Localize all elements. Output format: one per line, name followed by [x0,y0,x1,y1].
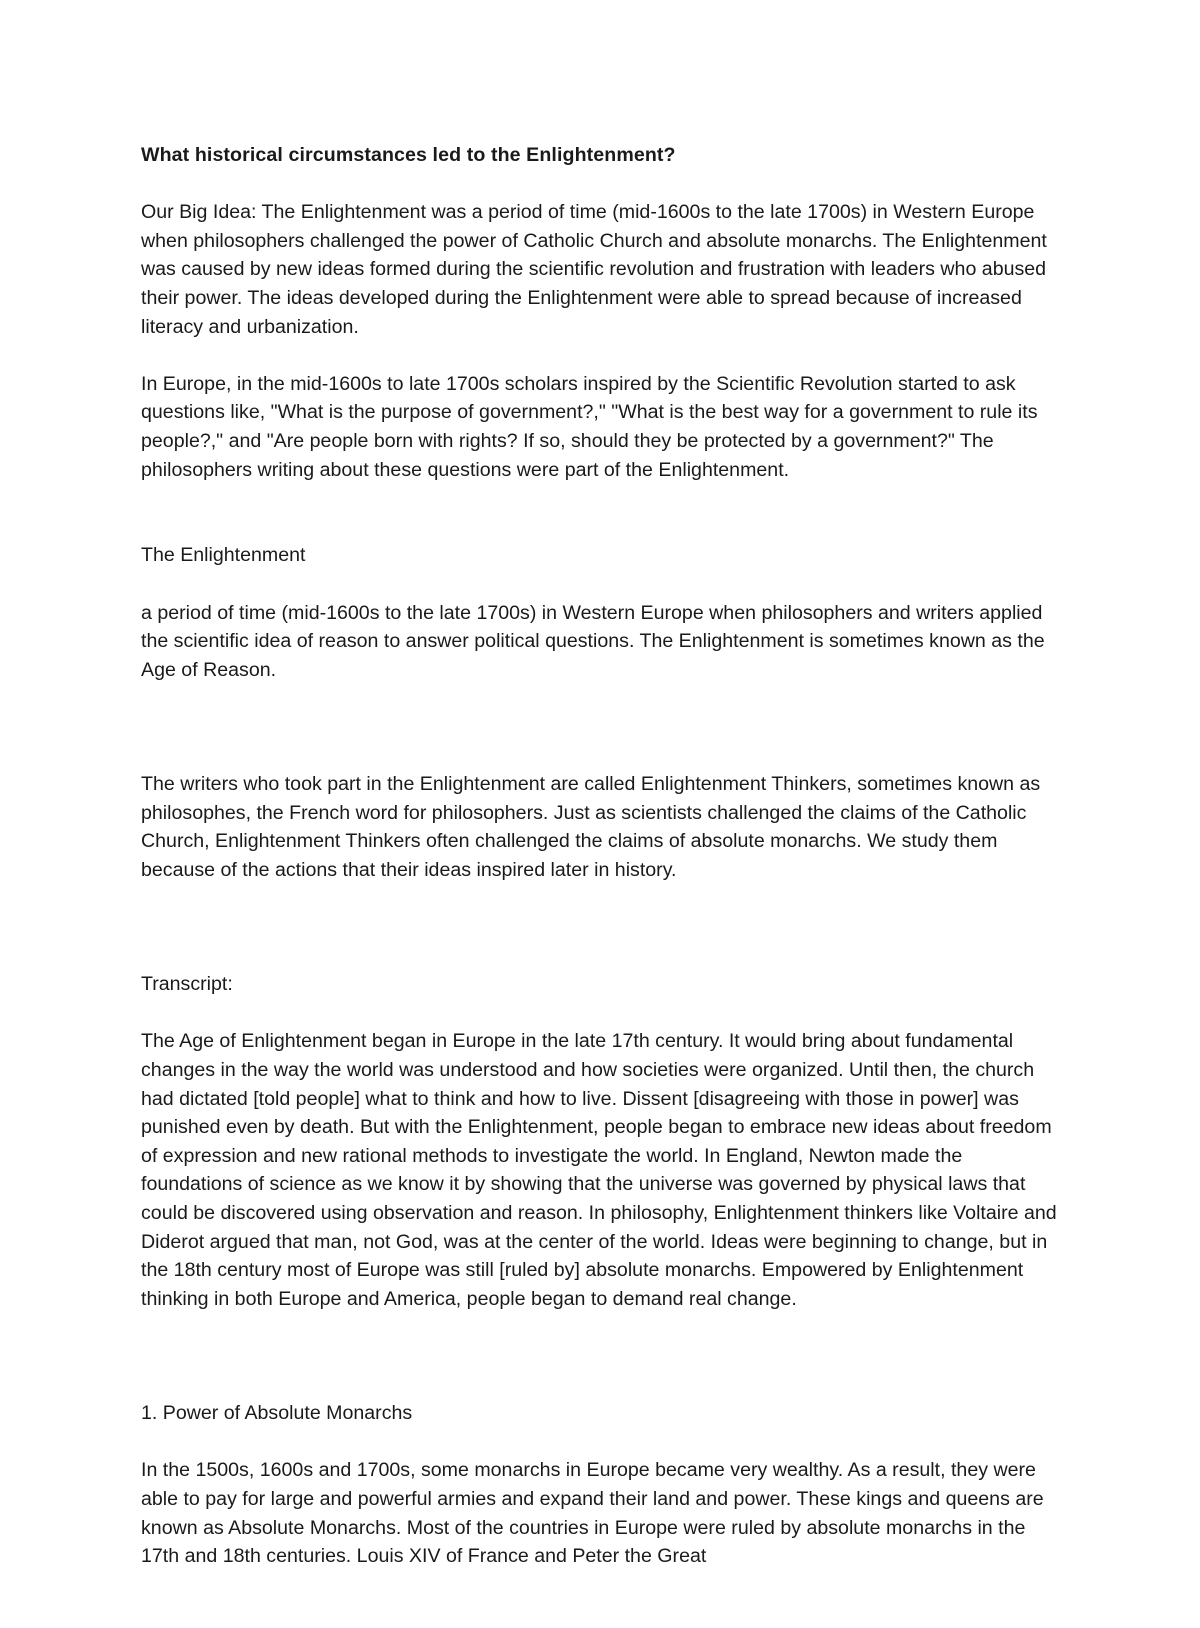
section-heading: 1. Power of Absolute Monarchs [141,1402,413,1425]
transcript-block [141,942,1066,1342]
document-title: What historical circumstances led to the Enlightenment? [141,144,676,166]
transcript-label: Transcript: [141,973,233,996]
section-power-of-absolute-monarchs [141,1371,1066,1600]
definition-term: The Enlightenment [141,544,306,567]
intro-paragraph: In Europe, in the mid-1600s to late 1700s scholars inspired by the Scientific Revolution started to ask questions like, "What is the purpose of government?," "What is the best way for a government to rule its people?," and "Are people born with rights? If so, should they be protected by a government?" The philosophers writing about these questions were part of the Enlightenment. [141,372,1038,481]
big-idea-paragraph: Our Big Idea: The Enlightenment was a period of time (mid-1600s to the late 1700s) in Western Europe when philosophers challenged the power of Catholic Church and absolute monarchs. The Enlightenment was caused by new ideas formed during the scientific revolution and frustration with leaders who abused their power. The ideas developed during the Enlightenment were able to spread because of increased literacy and urbanization. [141,201,1047,338]
thinkers-paragraph: The writers who took part in the Enlightenment are called Enlightenment Thinkers, sometimes known as philosophes, the French word for philosophers. Just as scientists challenged the claims of the Catholic Church, Enlightenment Thinkers often challenged the claims of absolute monarchs. We study them because of the actions that their ideas inspired later in history. [141,773,1041,881]
transcript-text: The Age of Enlightenment began in Europe in the late 17th century. It would bring about fundamental changes in the way the world was understood and how societies were organized. Until then, the church had dictated [told people] what to think and how to live. Dissent [disagreeing with those in power] was punished even by death. But with the Enlightenment, people began to embrace new ideas about freedom of expression and new rational methods to investigate the world. In England, Newton made the foundations of science as we know it by showing that the universe was governed by physical laws that could be discovered using observation and reason. In philosophy, Enlightenment thinkers like Voltaire and Diderot argued that man, not God, was at the center of the world. Ideas were beginning to change, but in the 18th century most of Europe was still [ruled by] absolute monarchs. Empowered by Enlightenment thinking in both Europe and America, people began to demand real change. [141,1030,1057,1310]
definition-text: a period of time (mid-1600s to the late 1700s) in Western Europe when philosophers and writers applied the scientific idea of reason to answer political questions. The Enlightenment is sometimes known as the Age of Reason. [141,601,1045,681]
document-body [141,141,1066,1628]
section-text: In the 1500s, 1600s and 1700s, some monarchs in Europe became very wealthy. As a result, they were able to pay for large and powerful armies and expand their land and power. These kings and queens are known as Absolute Monarchs. Most of the countries in Europe were ruled by absolute monarchs in the 17th and 18th centuries. Louis XIV of France and Peter the Great [141,1459,1044,1568]
definition-block [141,513,1066,713]
